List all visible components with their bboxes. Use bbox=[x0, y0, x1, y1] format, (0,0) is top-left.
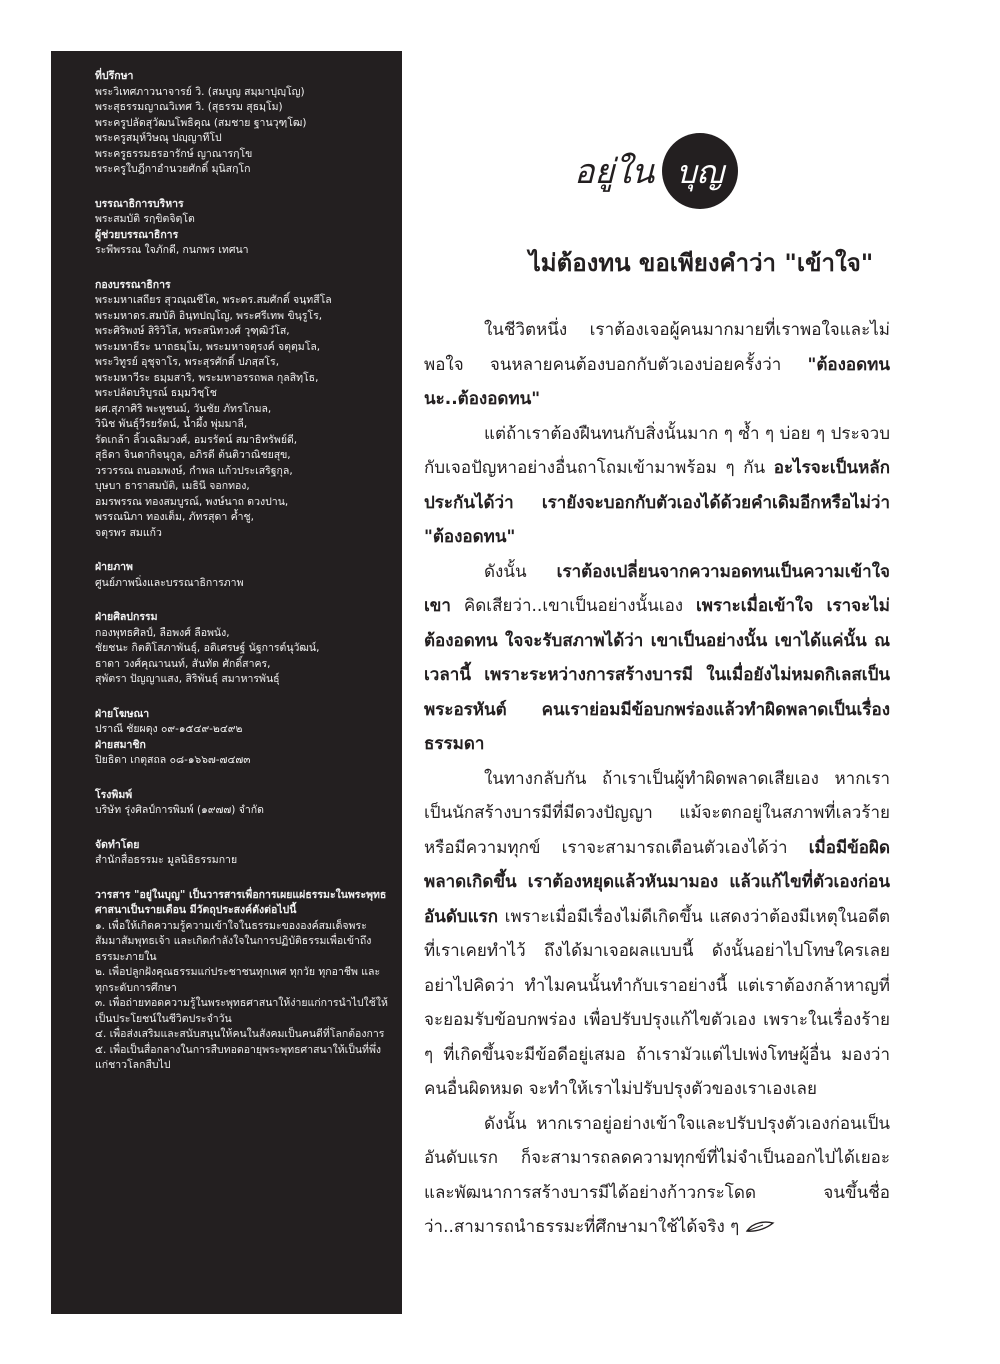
bold-run: เราต้องเปลี่ยนจากความอดทนเป็นความเข้าใจเขา bbox=[424, 561, 890, 616]
article-body bbox=[424, 313, 890, 1245]
advisor-line: พระครูสมุห์วิษณุ ปญฺญาทีโป bbox=[95, 132, 222, 144]
advisors-heading: ที่ปรึกษา bbox=[95, 70, 134, 82]
text-run: ดังนั้น bbox=[484, 561, 557, 582]
art-heading: ฝ่ายศิลปกรรม bbox=[95, 611, 158, 623]
paragraph-5 bbox=[424, 1107, 890, 1245]
producer-section bbox=[95, 838, 390, 869]
board-line: พระมหาดร.สมบัติ อินฺทปญฺโญ, พระศรีเทพ ขินฺรูโร, bbox=[95, 309, 323, 322]
board-line: พรรณนิภา ทองเต็ม, ภัทรสุดา ค้ำชู, bbox=[95, 511, 254, 523]
members-heading: ฝ่ายสมาชิก bbox=[95, 738, 146, 751]
objective-item: ๓. เพื่อถ่ายทอดความรู้ในพระพุทธศาสนาให้ง่ายแก่การนำไปใช้ให้เป็นประโยชน์ในชีวิตประจำวัน bbox=[95, 997, 388, 1025]
printing-section bbox=[95, 788, 390, 819]
paragraph-3 bbox=[424, 555, 890, 762]
photo-section bbox=[95, 560, 390, 591]
text-run: ดังนั้น หากเราอยู่อย่างเข้าใจและปรับปรุงตัวเองก่อนเป็นอันดับแรก ก็จะสามารถลดความทุกข์ที่ไม่จำเป็นออกไปได้เยอะ และพัฒนาการสร้างบารมีได้อย่างก้าวกระโดด จนขึ้นชื่อว่า..สามารถนำธรรมะที่ศึกษามาใช้ได้จริง ๆ bbox=[424, 1113, 890, 1237]
bold-run: อะไรจะเป็นหลักประกันได้ว่า เรายังจะบอกกับตัวเองได้ด้วยคำเดิมอีกหรือไม่ว่า "ต้องอดทน" bbox=[424, 458, 890, 547]
ads-line: ปราณี ชัยผดุง ๐๙-๑๕๔๙-๒๔๙๒ bbox=[95, 723, 243, 735]
board-line: บุษบา ธาราสมบัติ, เมธินี จอกทอง, bbox=[95, 480, 250, 492]
advisors-section bbox=[95, 69, 390, 178]
board-line: พระมหาวีระ ธมฺมสาริ, พระมหาอรรถพล กุลสิทฺโธ, bbox=[95, 371, 319, 384]
masthead-sidebar bbox=[51, 51, 402, 1314]
printing-line: บริษัท รุ่งศิลป์การพิมพ์ (๑๙๗๗) จำกัด bbox=[95, 804, 264, 816]
paragraph-4 bbox=[424, 762, 890, 1107]
board-line: ผศ.สุภาศิริ พะหูชนม์, วันชัย ภัทรโกมล, bbox=[95, 402, 272, 415]
paragraph-2 bbox=[424, 417, 890, 555]
board-line: วินิช พันธุ์วีรยรัตน์, น้ำผึ้ง พุ่มมาลี, bbox=[95, 418, 248, 430]
editorial-board-heading: กองบรรณาธิการ bbox=[95, 278, 171, 291]
art-line: ธาดา วงศ์คุณานนท์, สันทัด ศักดิ์สาคร, bbox=[95, 657, 271, 670]
producer-line: สำนักสื่อธรรมะ มูลนิธิธรรมกาย bbox=[95, 854, 238, 866]
objective-item: ๕. เพื่อเป็นสื่อกลางในการสืบทอดอายุพระพุทธศาสนาให้เป็นที่พึ่งแก่ชาวโลกสืบไป bbox=[95, 1043, 382, 1071]
logo-left-text: อยู่ใน bbox=[574, 152, 655, 192]
advisor-line: พระครูใบฎีกาอำนวยศักดิ์ มุนิสกฺโก bbox=[95, 163, 251, 175]
assistant-editor-heading: ผู้ช่วยบรรณาธิการ bbox=[95, 228, 179, 241]
art-line: ชัยชนะ กิตติโสภาพันธุ์, อติเศรษฐ์ นัฐการต์นุวัฒน์, bbox=[95, 642, 320, 654]
advisor-line: พระสุธรรมญาณวิเทศ วิ. (สุธรรม สุธมฺโม) bbox=[95, 101, 283, 113]
bold-run: เมื่อมีข้อผิดพลาดเกิดขึ้น เราต้องหยุดแล้วหันมามอง แล้วแก้ไขที่ตัวเองก่อนอันดับแรก bbox=[424, 837, 890, 927]
board-line: พระศิริพงษ์ สิริวิโส, พระสนิทวงศ์ วุฑฺฒิวํโส, bbox=[95, 325, 290, 337]
text-run: เพราะเมื่อมีเรื่องไม่ดีเกิดขึ้น แสดงว่าต้องมีเหตุในอดีตที่เราเคยทำไว้ ถึงได้มาเจอผลแบบนี้ ดังนั้นอย่าไปโทษใครเลย อย่าไปคิดว่า ทำไมคนนั้นทำกับเราอย่างนี้ แต่เราต้องกล้าหาญที่จะยอมรับข้อบกพร่อง เพื่อปรับปรุงแก้ไขตัวเอง เพราะในเรื่องร้าย ๆ ที่เกิดขึ้นจะมีข้อดีอยู่เสมอ ถ้าเรามัวแต่ไปเพ่งโทษผู้อื่น มองว่าคนอื่นผิดหมด จะทำให้เราไม่ปรับปรุงตัวของเราเองเลย bbox=[424, 906, 890, 1099]
magazine-logo bbox=[574, 131, 744, 211]
art-line: กองพุทธศิลป์, ลือพงศ์ ลือพนัง, bbox=[95, 626, 230, 639]
photo-line: ศูนย์ภาพนิ่งและบรรณาธิการภาพ bbox=[95, 576, 244, 589]
bold-run: "ต้องอดทนนะ..ต้องอดทน" bbox=[424, 354, 890, 409]
photo-heading: ฝ่ายภาพ bbox=[95, 561, 133, 573]
board-line: จตุรพร สมแก้ว bbox=[95, 526, 162, 539]
editor-line: พระสมบัติ รกฺขิตจิตฺโต bbox=[95, 213, 195, 225]
editor-heading: บรรณาธิการบริหาร bbox=[95, 197, 184, 210]
board-line: พระปลัดบริบูรณ์ ธมฺมวิชฺโช bbox=[95, 387, 217, 399]
board-line: พระมหาธีระ นาถธมฺโม, พระมหาจตุรงค์ จตุตฺมโล, bbox=[95, 340, 321, 353]
board-line: พระมหาเสถียร สุวณฺณชีโต, พระดร.สมศักดิ์ จนฺทสีโล bbox=[95, 294, 332, 306]
art-section bbox=[95, 610, 390, 688]
ads-members-section bbox=[95, 707, 390, 769]
board-line: รัดเกล้า ลิ้วเฉลิมวงศ์, อมรรัตน์ สมาธิทรัพย์ดี, bbox=[95, 433, 298, 446]
printing-heading: โรงพิมพ์ bbox=[95, 788, 133, 801]
producer-heading: จัดทำโดย bbox=[95, 838, 140, 851]
article-title: ไม่ต้องทน ขอเพียงคำว่า "เข้าใจ" bbox=[528, 249, 874, 277]
journal-purpose-section bbox=[95, 888, 390, 1074]
members-line: ปิยธิดา เกตุสถล ๐๘-๑๖๖๗-๗๔๗๓ bbox=[95, 754, 251, 766]
text-run: คิดเสียว่า..เขาเป็นอย่างนั้นเอง bbox=[450, 596, 696, 616]
leaf-icon bbox=[745, 1220, 775, 1234]
ads-heading: ฝ่ายโฆษณา bbox=[95, 707, 150, 720]
advisor-line: พระครูธรรมธรอารักษ์ ญาณารกฺโข bbox=[95, 147, 253, 160]
paragraph-1 bbox=[424, 313, 890, 417]
editorial-board-section bbox=[95, 278, 390, 542]
editor-section bbox=[95, 197, 390, 259]
journal-intro: วารสาร "อยู่ในบุญ" เป็นวารสารเพื่อการเผยแผ่ธรรมะในพระพุทธศาสนาเป็นรายเดือน มีวัตถุประสงค์ดังต่อไปนี้ bbox=[95, 888, 387, 916]
objective-item: ๔. เพื่อส่งเสริมและสนับสนุนให้คนในสังคมเป็นคนดีที่โลกต้องการ bbox=[95, 1028, 385, 1040]
text-run: ในทางกลับกัน ถ้าเราเป็นผู้ทำผิดพลาดเสียเอง หากเราเป็นนักสร้างบารมีที่มีดวงปัญญา แม้จะตกอยู่ในสภาพที่เลวร้ายหรือมีความทุกข์ เราจะสามารถเตือนตัวเองได้ว่า bbox=[424, 768, 890, 858]
board-line: วรวรรณ ถนอมพงษ์, กำพล แก้วประเสริฐกุล, bbox=[95, 464, 293, 477]
board-line: อมรพรรณ ทองสมบูรณ์, พงษ์นาถ ดวงปาน, bbox=[95, 495, 289, 508]
board-line: พระวิทูรย์ อุชุจาโร, พระสุรศักดิ์ ปภสฺสโร, bbox=[95, 356, 280, 368]
assistant-editor-line: ระพีพรรณ ใจภักดี, กนกพร เทศนา bbox=[95, 244, 249, 256]
advisor-line: พระวิเทศภาวนาจารย์ วิ. (สมบูญ สมฺมาปุญฺโญ) bbox=[95, 85, 305, 98]
board-line: สุธิดา จินดากิจนุกูล, อภิรดี ต้นติวาณิชยสุข, bbox=[95, 449, 291, 461]
advisor-line: พระครูปลัดสุวัฒนโพธิคุณ (สมชาย ฐานวุฑฺโฒ) bbox=[95, 116, 307, 129]
text-run: แต่ถ้าเราต้องฝืนทนกับสิ่งนั้นมาก ๆ ซ้ำ ๆ บ่อย ๆ ประจวบกับเจอปัญหาอย่างอื่นถาโถมเข้ามาพร้อม ๆ กัน bbox=[424, 423, 890, 478]
objective-item: ๒. เพื่อปลูกฝังคุณธรรมแก่ประชาชนทุกเพศ ทุกวัย ทุกอาชีพ และทุกระดับการศึกษา bbox=[95, 966, 381, 994]
art-line: สุพัตรา ปัญญาแสง, สิริพันธุ์ สมาหารพันธุ์ bbox=[95, 673, 280, 685]
logo-circle-text: บุญ bbox=[676, 153, 724, 191]
text-run: ในชีวิตหนึ่ง เราต้องเจอผู้คนมากมายที่เราพอใจและไม่พอใจ จนหลายคนต้องบอกกับตัวเองบ่อยครั้งว่า bbox=[424, 320, 890, 375]
objective-item: ๑. เพื่อให้เกิดความรู้ความเข้าใจในธรรมะขององค์สมเด็จพระสัมมาสัมพุทธเจ้า และเกิดกำลังใจในการปฏิบัติธรรมเพื่อเข้าถึงธรรมะภายใน bbox=[95, 919, 372, 963]
bold-run: เพราะเมื่อเข้าใจ เราจะไม่ต้องอดทน ใจจะรับสภาพได้ว่า เขาเป็นอย่างนั้น เขาได้แค่นั้น ณ เวลานี้ เพราะระหว่างการสร้างบารมี ในเมื่อยังไม่หมดกิเลสเป็นพระอรหันต์ คนเราย่อมมีข้อบกพร่องแล้วทำผิดพลาดเป็นเรื่องธรรมดา bbox=[424, 596, 890, 754]
article-column bbox=[402, 51, 1000, 1314]
